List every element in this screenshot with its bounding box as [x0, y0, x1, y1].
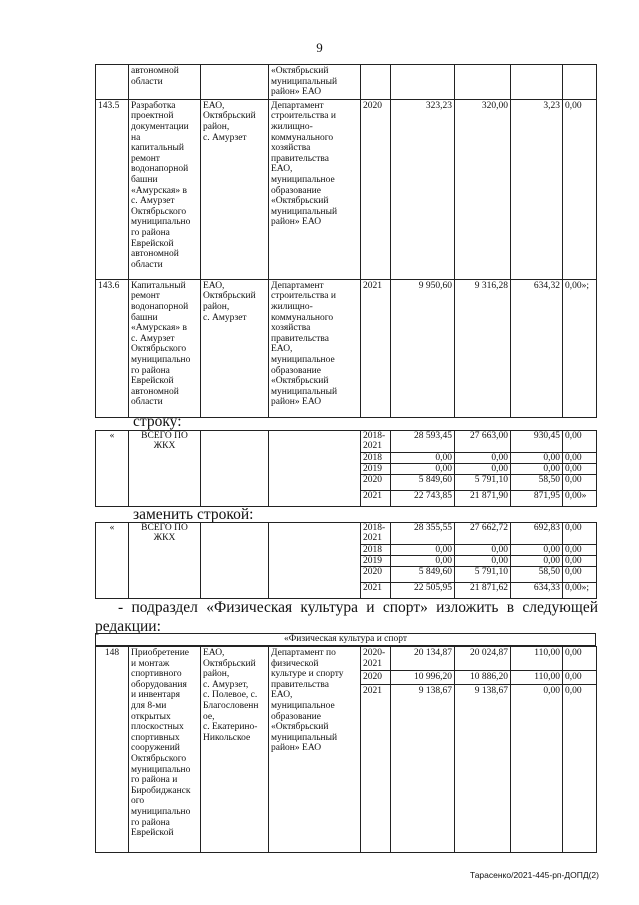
regional-cell: 871,95 — [511, 491, 563, 507]
total-cell: 0,00 — [391, 464, 455, 475]
total-label: ВСЕГО ПО ЖКХ — [129, 523, 201, 599]
event-executor: Департамент строительства и жилищно- коммунального хозяйства правительства ЕАО, муниципальное образование «Октябрьский муниципальный район» ЕАО — [269, 279, 361, 417]
regional-cell: 692,83 — [511, 523, 563, 545]
table-row — [96, 431, 597, 453]
local-cell: 0,00 — [563, 523, 597, 545]
row-number — [96, 65, 129, 100]
local-cell: 0,00 — [563, 647, 597, 671]
total-cell: 20 134,87 — [391, 647, 455, 671]
footer-reference: Тарасенко/2021-445-рп-ДОПД(2) — [469, 870, 599, 880]
label-stroku: строку: — [133, 413, 182, 430]
year-cell: 2019 — [361, 556, 391, 567]
empty-cell — [201, 431, 269, 507]
federal-cell: 9 316,28 — [455, 279, 511, 417]
regional-cell: 0,00 — [511, 684, 563, 852]
event-location: ЕАО, Октябрьский район, с. Амурзет, с. Полевое, с. Благословенн ое, с. Екатерино- Никольское — [201, 647, 269, 853]
label-replace: заменить строкой: — [133, 506, 254, 523]
regional-cell: 0,00 — [511, 453, 563, 464]
year-cell: 2020- 2021 — [361, 647, 391, 671]
federal-cell: 9 138,67 — [455, 684, 511, 852]
regional-cell: 58,50 — [511, 567, 563, 583]
year-cell: 2021 — [361, 684, 391, 852]
table-row — [96, 279, 597, 417]
local-cell: 0,00 — [563, 671, 597, 685]
event-name: Капитальный ремонт водонапорной башни «Амурская» в с. Амурзет Октябрьского муниципально го района Еврейской автономной области — [129, 279, 201, 417]
totals-table-new — [95, 522, 597, 599]
total-cell: 22 743,85 — [391, 491, 455, 507]
local-cell: 0,00» — [563, 491, 597, 507]
federal-cell: 0,00 — [455, 545, 511, 556]
total-cell: 28 593,45 — [391, 431, 455, 453]
event-location: ЕАО, Октябрьский район, с. Амурзет — [201, 99, 269, 279]
local-cell: 0,00»; — [563, 279, 597, 417]
total-cell: 9 138,67 — [391, 684, 455, 852]
sport-table — [95, 646, 597, 853]
local-cell: 0,00 — [563, 545, 597, 556]
federal-cell: 10 886,20 — [455, 671, 511, 685]
event-executor: «Октябрьский муниципальный район» ЕАО — [269, 65, 361, 100]
total-cell: 0,00 — [391, 556, 455, 567]
instruction-paragraph-end: редакции: — [95, 618, 161, 635]
federal-cell: 320,00 — [455, 99, 511, 279]
regional-cell: 0,00 — [511, 556, 563, 567]
federal-cell: 0,00 — [455, 556, 511, 567]
event-executor: Департамент по физической культуре и спорту правительства ЕАО, муниципальное образование «Октябрьский муниципальный район» ЕАО — [269, 647, 361, 853]
event-executor: Департамент строительства и жилищно- коммунального хозяйства правительства ЕАО, муниципальное образование «Октябрьский муниципальный район» ЕАО — [269, 99, 361, 279]
local-cell: 0,00 — [563, 567, 597, 583]
row-number: 143.5 — [96, 99, 129, 279]
year-cell: 2018- 2021 — [361, 523, 391, 545]
instruction-paragraph: - подраздел «Физическая культура и спорт» изложить в следующей — [118, 599, 598, 616]
local-cell: 0,00 — [563, 475, 597, 491]
event-name: автономной области — [129, 65, 201, 100]
local-cell: 0,00 — [563, 684, 597, 852]
year-cell: 2020 — [361, 475, 391, 491]
year-cell: 2021 — [361, 279, 391, 417]
federal-cell: 21 871,62 — [455, 583, 511, 599]
row-number: 143.6 — [96, 279, 129, 417]
total-cell: 28 355,55 — [391, 523, 455, 545]
year-cell: 2018- 2021 — [361, 431, 391, 453]
regional-cell — [511, 65, 563, 100]
year-cell: 2021 — [361, 491, 391, 507]
regional-cell: 3,23 — [511, 99, 563, 279]
total-cell: 323,23 — [391, 99, 455, 279]
local-cell: 0,00 — [563, 431, 597, 453]
table-row — [96, 99, 597, 279]
year-cell: 2020 — [361, 567, 391, 583]
regional-cell: 0,00 — [511, 545, 563, 556]
row-number: 148 — [96, 647, 129, 853]
regional-cell: 58,50 — [511, 475, 563, 491]
page-number: 9 — [316, 40, 323, 55]
local-cell: 0,00 — [563, 464, 597, 475]
section-heading: «Физическая культура и спорт — [95, 633, 596, 646]
quote-mark: « — [96, 523, 129, 599]
quote-mark: « — [96, 431, 129, 507]
local-cell: 0,00»; — [563, 583, 597, 599]
total-label: ВСЕГО ПО ЖКХ — [129, 431, 201, 507]
regional-cell: 930,45 — [511, 431, 563, 453]
total-cell: 0,00 — [391, 545, 455, 556]
federal-cell: 21 871,90 — [455, 491, 511, 507]
federal-cell — [455, 65, 511, 100]
regional-cell: 110,00 — [511, 647, 563, 671]
empty-cell — [269, 431, 361, 507]
table-row — [96, 65, 597, 100]
event-location — [201, 65, 269, 100]
year-cell: 2019 — [361, 464, 391, 475]
federal-cell: 5 791,10 — [455, 475, 511, 491]
program-table-top — [95, 64, 597, 418]
local-cell: 0,00 — [563, 453, 597, 464]
year-cell: 2021 — [361, 583, 391, 599]
total-cell: 9 950,60 — [391, 279, 455, 417]
table-row — [96, 647, 597, 671]
year-cell: 2020 — [361, 99, 391, 279]
federal-cell: 0,00 — [455, 464, 511, 475]
federal-cell: 0,00 — [455, 453, 511, 464]
total-cell: 5 849,60 — [391, 475, 455, 491]
year-cell: 2020 — [361, 671, 391, 685]
local-cell: 0,00 — [563, 556, 597, 567]
local-cell — [563, 65, 597, 100]
empty-cell — [269, 523, 361, 599]
regional-cell: 110,00 — [511, 671, 563, 685]
empty-cell — [201, 523, 269, 599]
federal-cell: 5 791,10 — [455, 567, 511, 583]
event-name: Приобретение и монтаж спортивного оборудования и инвентаря для 8-ми открытых плоскостных спортивных сооружений Октябрьского муниципально го района и Биробиджанск ого муниципально го района Еврейской — [129, 647, 201, 853]
total-cell: 0,00 — [391, 453, 455, 464]
year-cell: 2018 — [361, 453, 391, 464]
total-cell: 10 996,20 — [391, 671, 455, 685]
federal-cell: 20 024,87 — [455, 647, 511, 671]
event-name: Разработка проектной документации на капитальный ремонт водонапорной башни «Амурская» в с. Амурзет Октябрьского муниципально го района Еврейской автономной области — [129, 99, 201, 279]
local-cell: 0,00 — [563, 99, 597, 279]
year-cell: 2018 — [361, 545, 391, 556]
regional-cell: 634,32 — [511, 279, 563, 417]
federal-cell: 27 662,72 — [455, 523, 511, 545]
regional-cell: 0,00 — [511, 464, 563, 475]
year-cell — [361, 65, 391, 100]
total-cell: 5 849,60 — [391, 567, 455, 583]
total-cell: 22 505,95 — [391, 583, 455, 599]
federal-cell: 27 663,00 — [455, 431, 511, 453]
total-cell — [391, 65, 455, 100]
table-row — [96, 523, 597, 545]
regional-cell: 634,33 — [511, 583, 563, 599]
totals-table-old — [95, 430, 597, 507]
event-location: ЕАО, Октябрьский район, с. Амурзет — [201, 279, 269, 417]
